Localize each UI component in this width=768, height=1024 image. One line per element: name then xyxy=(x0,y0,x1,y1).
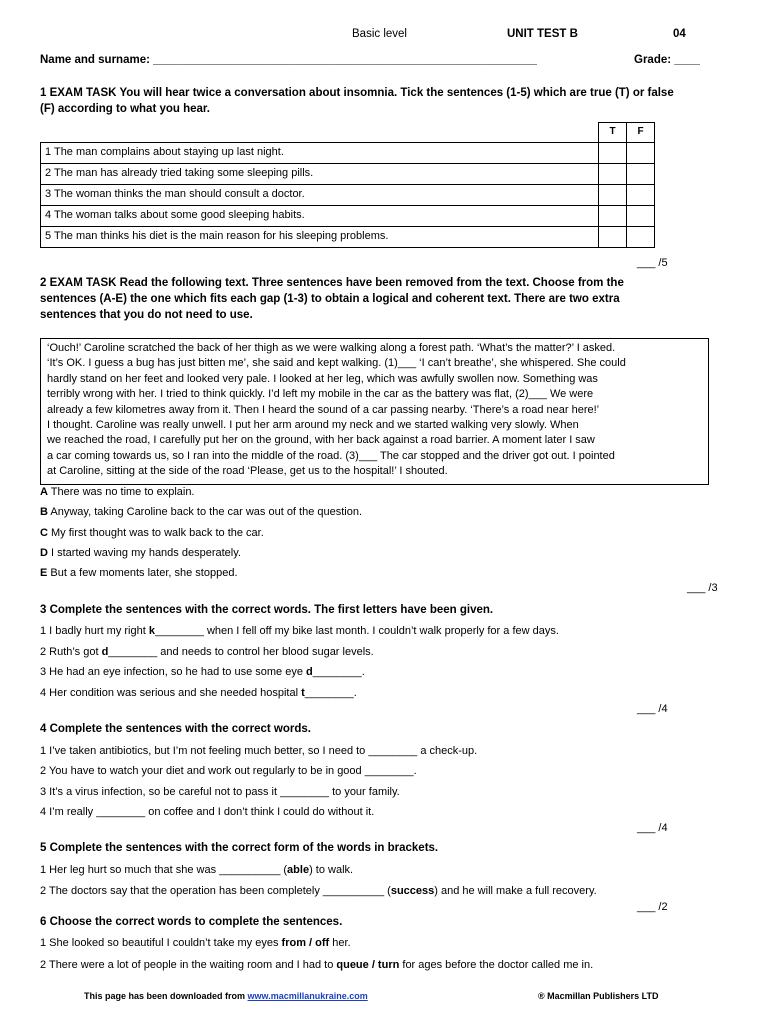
tick-box-f[interactable] xyxy=(627,185,655,206)
task2-score: ___ /3 xyxy=(687,582,718,594)
table-row xyxy=(41,227,655,248)
task1-title xyxy=(40,85,740,117)
task6-title: 6 Choose the correct words to complete the sentences. xyxy=(40,916,343,928)
tick-box-t[interactable] xyxy=(599,185,627,206)
task2-title-line1: 2 EXAM TASK Read the following text. Three sentences have been removed from the text. Choose from the xyxy=(40,277,624,289)
task5-score: ___ /2 xyxy=(637,901,668,913)
task1-title-line2: (F) according to what you hear. xyxy=(40,103,210,115)
tick-box-f[interactable] xyxy=(627,227,655,248)
table-row xyxy=(41,206,655,227)
task4-item-3: 3 It’s a virus infection, so be careful not to pass it ________ to your family. xyxy=(40,786,400,798)
task4-item-4: 4 I’m really ________ on coffee and I don’t think I could do without it. xyxy=(40,806,375,818)
option-e: E But a few moments later, she stopped. xyxy=(40,567,238,579)
reading-text-box xyxy=(40,338,709,485)
option-b: B Anyway, taking Caroline back to the car was out of the question. xyxy=(40,506,363,518)
text-line: we reached the road, I carefully put her on the ground, with her back against a road barrier. A moment later I saw xyxy=(47,434,595,447)
task5-item-1: 1 Her leg hurt so much that she was __________ (able) to walk. xyxy=(40,864,354,876)
tick-box-f[interactable] xyxy=(627,206,655,227)
unit-label: UNIT TEST B xyxy=(507,28,578,40)
text-line: a car coming towards us, so I ran into the middle of the road. (3)___ The car stopped and the driver got out. I pointed xyxy=(47,449,615,462)
tick-box-t[interactable] xyxy=(599,227,627,248)
tick-box-f[interactable] xyxy=(627,143,655,164)
text-line: already a few kilometres away from it. Then I heard the sound of a car passing nearby. ‘There’s a road near here!’ xyxy=(47,403,600,416)
task3-score: ___ /4 xyxy=(637,703,668,715)
task6-item-2: 2 There were a lot of people in the waiting room and I had to queue / turn for ages before the doctor called me in. xyxy=(40,959,594,971)
task5-title: 5 Complete the sentences with the correct form of the words in brackets. xyxy=(40,842,439,854)
task2-title-line2: sentences (A-E) the one which fits each gap (1-3) to obtain a logical and coherent text. There are two extra xyxy=(40,293,620,305)
text-line: ‘It’s OK. I guess a bug has just bitten me’, she said and kept walking. (1)___ ‘I can’t breathe’, she whispered. She could xyxy=(47,357,626,370)
task1-score: ___ /5 xyxy=(637,257,668,269)
table-row xyxy=(41,185,655,206)
footer-download-note: This page has been downloaded from www.macmillanukraine.com xyxy=(84,991,368,1001)
task2-title xyxy=(40,275,740,323)
option-d: D I started waving my hands desperately. xyxy=(40,547,241,559)
grade-field: Grade: ____ xyxy=(634,54,700,66)
task4-item-1: 1 I’ve taken antibiotics, but I’m not feeling much better, so I need to ________ a check-up. xyxy=(40,745,478,757)
page-number: 04 xyxy=(673,28,686,40)
text-line: I thought. Caroline was really unwell. I put her arm around my neck and we started walking very slowly. When xyxy=(47,419,579,432)
option-a: A There was no time to explain. xyxy=(40,486,195,498)
task2-title-line3: sentences that you do not need to use. xyxy=(40,309,253,321)
tick-box-t[interactable] xyxy=(599,164,627,185)
task5-item-2: 2 The doctors say that the operation has been completely __________ (success) and he will make a full recovery. xyxy=(40,885,597,897)
text-line: terribly wrong with her. I tried to think quickly. I’d left my mobile in the car as the battery was flat, (2)___ We were xyxy=(47,388,594,401)
task3-item-4: 4 Her condition was serious and she needed hospital t________. xyxy=(40,687,357,699)
column-header-f: F xyxy=(627,123,655,143)
footer-copyright: ® Macmillan Publishers LTD xyxy=(538,991,659,1001)
task3-title: 3 Complete the sentences with the correct words. The first letters have been given. xyxy=(40,604,494,616)
table-row xyxy=(41,143,655,164)
task1-title-line1: 1 EXAM TASK You will hear twice a conversation about insomnia. Tick the sentences (1-5) which are true (T) or false xyxy=(40,87,674,99)
statement-cell: 2 The man has already tried taking some sleeping pills. xyxy=(41,164,599,185)
statement-cell: 4 The woman talks about some good sleeping habits. xyxy=(41,206,599,227)
statement-cell: 3 The woman thinks the man should consult a doctor. xyxy=(41,185,599,206)
option-c: C My first thought was to walk back to the car. xyxy=(40,527,264,539)
column-header-t: T xyxy=(599,123,627,143)
task3-item-3: 3 He had an eye infection, so he had to use some eye d________. xyxy=(40,666,365,678)
table-row xyxy=(41,164,655,185)
statement-cell: 1 The man complains about staying up last night. xyxy=(41,143,599,164)
task4-item-2: 2 You have to watch your diet and work out regularly to be in good ________. xyxy=(40,765,417,777)
name-field: Name and surname: ____________________________________________________________ xyxy=(40,54,537,66)
task3-item-2: 2 Ruth’s got d________ and needs to control her blood sugar levels. xyxy=(40,646,374,658)
text-line: hardly stand on her feet and looked very pale. I looked at her leg, which was awfully swollen now. Something was xyxy=(47,372,598,385)
true-false-table xyxy=(40,122,655,248)
level-label: Basic level xyxy=(352,28,407,40)
task4-title: 4 Complete the sentences with the correct words. xyxy=(40,723,311,735)
tick-box-t[interactable] xyxy=(599,206,627,227)
text-line: ‘Ouch!’ Caroline scratched the back of her thigh as we were walking along a forest path. ‘What’s the matter?’ I asked. xyxy=(47,342,616,354)
text-line: at Caroline, sitting at the side of the road ‘Please, get us to the hospital!’ I shouted. xyxy=(47,465,448,478)
tick-box-t[interactable] xyxy=(599,143,627,164)
task6-item-1: 1 She looked so beautiful I couldn’t take my eyes from / off her. xyxy=(40,937,351,949)
task3-item-1: 1 I badly hurt my right k________ when I fell off my bike last month. I couldn’t walk properly for a few days. xyxy=(40,625,559,637)
tick-box-f[interactable] xyxy=(627,164,655,185)
statement-cell: 5 The man thinks his diet is the main reason for his sleeping problems. xyxy=(41,227,599,248)
table-header-blank xyxy=(41,123,599,143)
task4-score: ___ /4 xyxy=(637,822,668,834)
footer-link[interactable]: www.macmillanukraine.com xyxy=(247,991,368,1001)
